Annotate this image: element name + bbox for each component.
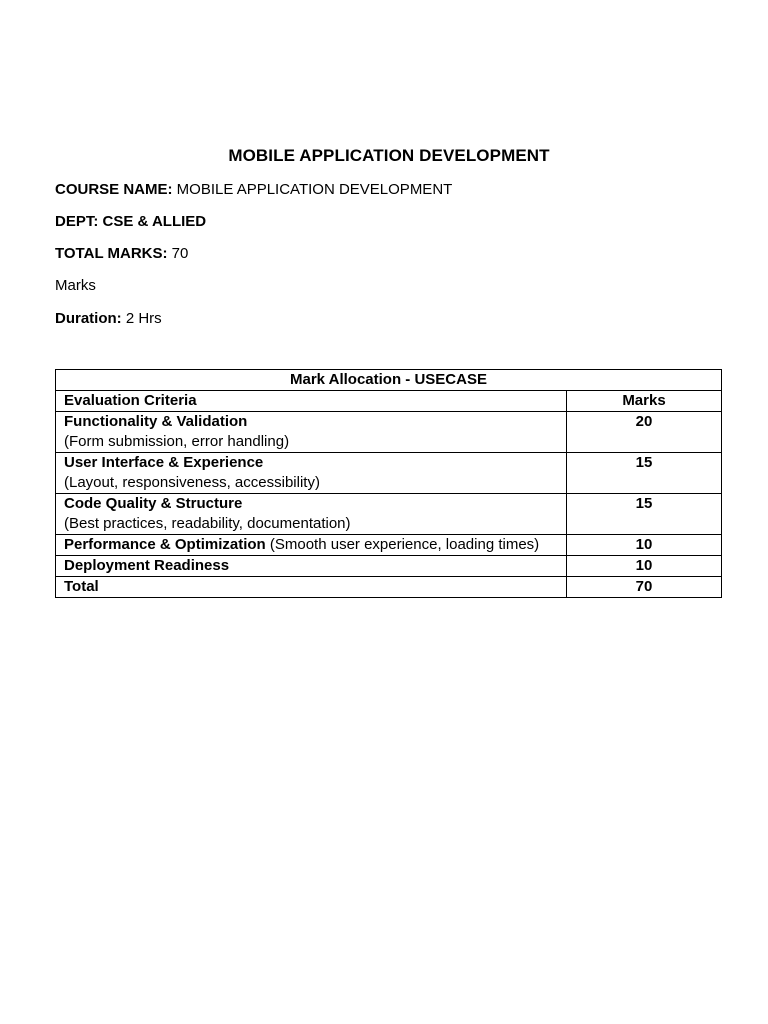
total-marks-label: TOTAL MARKS:	[55, 245, 168, 262]
criteria-cell	[56, 494, 567, 535]
course-name-line	[55, 181, 452, 198]
criteria-detail: (Layout, responsiveness, accessibility)	[64, 474, 320, 491]
duration-line	[55, 310, 162, 327]
header-evaluation-criteria: Evaluation Criteria	[56, 391, 567, 412]
criteria-cell	[56, 412, 567, 453]
total-marks-line	[55, 245, 188, 262]
criteria-detail: (Best practices, readability, documentation)	[64, 515, 351, 532]
criteria-detail: (Smooth user experience, loading times)	[265, 536, 540, 553]
marks-cell: 15	[567, 453, 722, 494]
table-row	[56, 494, 722, 535]
criteria-name: User Interface & Experience	[64, 454, 264, 471]
table-caption: Mark Allocation - USECASE	[56, 370, 722, 391]
course-name-label: COURSE NAME:	[55, 181, 173, 198]
course-name-value: MOBILE APPLICATION DEVELOPMENT	[172, 181, 453, 198]
table-row	[56, 535, 722, 556]
criteria-name: Deployment Readiness	[64, 557, 230, 574]
table-row	[56, 453, 722, 494]
total-label-cell: Total	[56, 577, 567, 598]
table-caption-row	[56, 370, 722, 391]
marks-line: Marks	[55, 277, 96, 294]
criteria-cell	[56, 453, 567, 494]
criteria-name: Performance & Optimization	[64, 536, 266, 553]
criteria-name: Functionality & Validation	[64, 413, 248, 430]
dept-label: DEPT: CSE & ALLIED	[55, 213, 207, 230]
document-title: MOBILE APPLICATION DEVELOPMENT	[228, 146, 550, 165]
total-marks-value: 70	[167, 245, 189, 262]
marks-cell: 10	[567, 556, 722, 577]
table-total-row	[56, 577, 722, 598]
mark-allocation-table	[55, 369, 722, 598]
criteria-detail: (Form submission, error handling)	[64, 433, 290, 450]
criteria-cell	[56, 556, 567, 577]
duration-label: Duration:	[55, 310, 122, 327]
marks-cell: 20	[567, 412, 722, 453]
table-row	[56, 412, 722, 453]
header-marks: Marks	[567, 391, 722, 412]
dept-line	[55, 213, 206, 230]
marks-cell: 10	[567, 535, 722, 556]
table-header-row	[56, 391, 722, 412]
duration-value: 2 Hrs	[121, 310, 162, 327]
total-marks-cell: 70	[567, 577, 722, 598]
criteria-name: Code Quality & Structure	[64, 495, 243, 512]
table-row	[56, 556, 722, 577]
marks-cell: 15	[567, 494, 722, 535]
criteria-cell	[56, 535, 567, 556]
